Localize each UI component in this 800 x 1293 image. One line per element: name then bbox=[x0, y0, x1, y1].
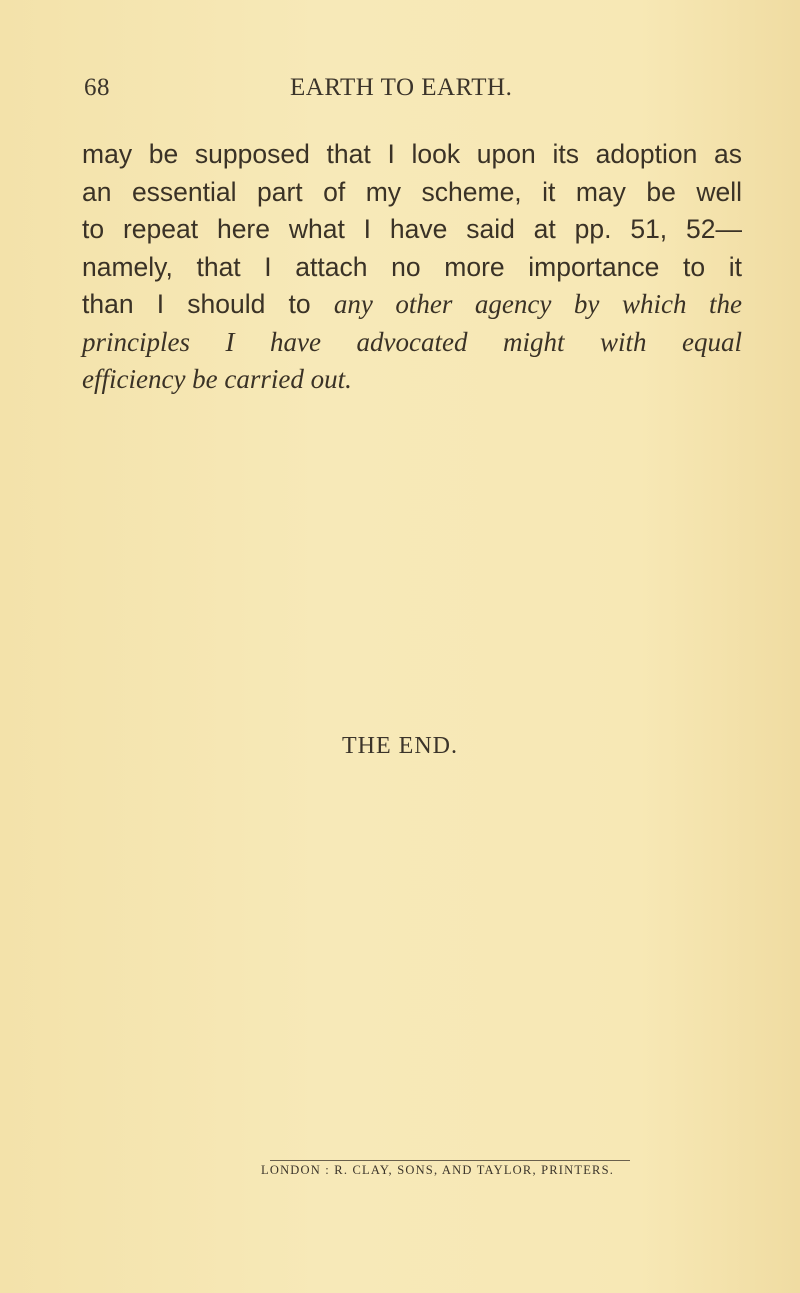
text-line-italic: any other agency by which the bbox=[333, 289, 742, 319]
text-line: to repeat here what I have said at pp. 51, 52— bbox=[82, 214, 742, 244]
the-end-heading: THE END. bbox=[342, 733, 458, 759]
text-line-mixed bbox=[82, 286, 742, 324]
imprint-rule bbox=[270, 1160, 630, 1161]
printer-imprint: LONDON : R. CLAY, SONS, AND TAYLOR, PRINTERS. bbox=[261, 1163, 615, 1177]
text-line-roman: than I should to bbox=[82, 289, 311, 319]
body-paragraph bbox=[82, 136, 742, 399]
text-line: namely, that I attach no more importance to it bbox=[82, 251, 742, 282]
text-line-italic: principles I have advocated might with equal bbox=[82, 326, 742, 357]
page-header bbox=[84, 74, 744, 114]
text-line: may be supposed that I look upon its adoption as bbox=[82, 139, 742, 169]
text-line-italic: efficiency be carried out. bbox=[82, 364, 352, 394]
text-line: an essential part of my scheme, it may be well bbox=[82, 176, 742, 207]
page-number: 68 bbox=[84, 74, 110, 101]
running-head: EARTH TO EARTH. bbox=[290, 74, 513, 101]
